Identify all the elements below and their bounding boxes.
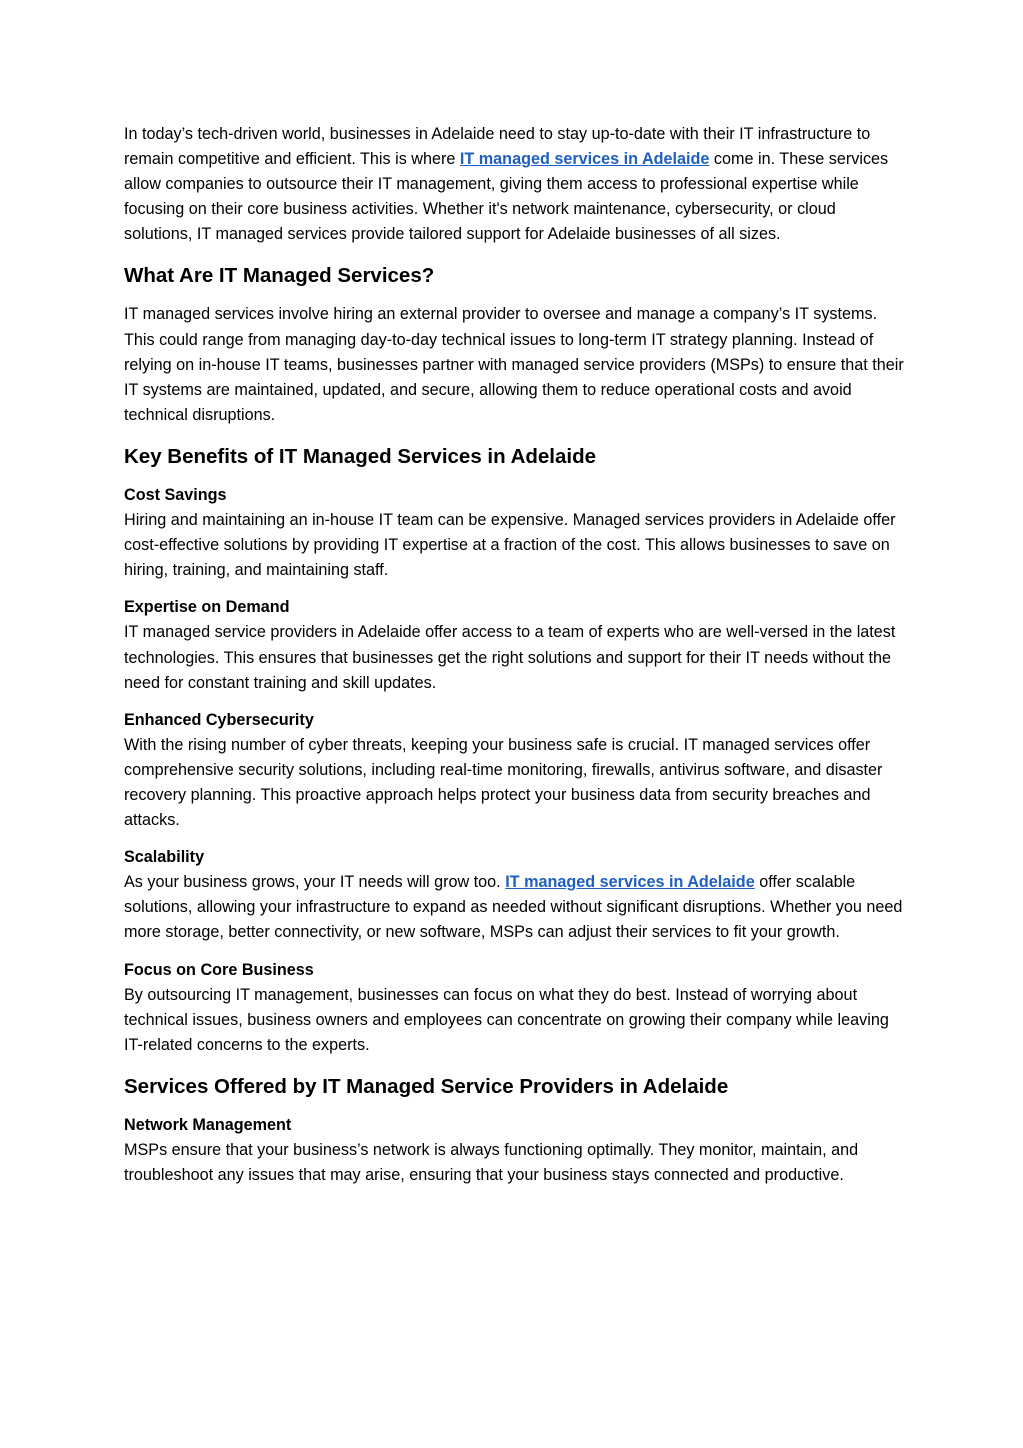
benefit-expertise-body: IT managed service providers in Adelaide offer access to a team of experts who are well-versed in the latest technologies. This ensures that businesses get the right solutions and support for their IT needs without the need for constant training and skill updates.	[124, 623, 896, 692]
benefit-security-title: Enhanced Cybersecurity	[124, 710, 314, 729]
benefit-scalability	[124, 845, 904, 945]
intro-text-end: come in. These services allow companies to outsource their IT management, giving them access to professional expertise while focusing on their core business activities. Whether it's network maintenance, cybersecurity, or cloud solutions, IT managed services provide tailored support for Adelaide businesses of all sizes.	[124, 150, 889, 244]
benefits-heading: Key Benefits of IT Managed Services in Adelaide	[124, 444, 597, 468]
benefit-cybersecurity	[124, 708, 904, 833]
intro-paragraph	[124, 122, 904, 247]
benefit-cost-savings	[124, 483, 904, 583]
benefit-scalability-title: Scalability	[124, 848, 205, 867]
benefit-expertise-title: Expertise on Demand	[124, 598, 290, 617]
benefit-focus-title: Focus on Core Business	[124, 960, 314, 979]
service-network-management	[124, 1113, 904, 1188]
services-heading: Services Offered by IT Managed Service Providers in Adelaide	[124, 1074, 729, 1098]
benefit-cost-title: Cost Savings	[124, 485, 227, 504]
what-heading: What Are IT Managed Services?	[124, 264, 435, 288]
benefit-focus-body: By outsourcing IT management, businesses can focus on what they do best. Instead of worrying about technical issues, business owners and employees can concentrate on growing their company while leaving IT-related concerns to the experts.	[124, 985, 889, 1054]
document-page	[124, 122, 904, 1200]
benefit-expertise	[124, 595, 904, 695]
benefit-scalability-text-end: offer scalable solutions, allowing your infrastructure to expand as needed without significant disruptions. Whether you need more storage, better connectivity, or new software, MSPs can adjust their services to fit your growth.	[124, 873, 903, 942]
scalability-link[interactable]: IT managed services in Adelaide	[505, 873, 755, 892]
service-network-title: Network Management	[124, 1115, 292, 1134]
intro-text-start: In today’s tech-driven world, businesses in Adelaide need to stay up-to-date with their IT infrastructure to remain competitive and efficient. This is where	[124, 125, 871, 169]
service-network-body: MSPs ensure that your business’s network is always functioning optimally. They monitor, maintain, and troubleshoot any issues that may arise, ensuring that your business stays connected and productive.	[124, 1141, 859, 1185]
benefit-focus	[124, 958, 904, 1058]
benefit-scalability-text-start: As your business grows, your IT needs will grow too.	[124, 873, 506, 892]
benefit-security-body: With the rising number of cyber threats, keeping your business safe is crucial. IT managed services offer comprehensive security solutions, including real-time monitoring, firewalls, antivirus software, and disaster recovery planning. This proactive approach helps protect your business data from security breaches and attacks.	[124, 735, 883, 830]
benefit-cost-body: Hiring and maintaining an in-house IT team can be expensive. Managed services providers in Adelaide offer cost-effective solutions by providing IT expertise at a fraction of the cost. This allows businesses to save on hiring, training, and maintaining staff.	[124, 511, 896, 580]
what-paragraph: IT managed services involve hiring an external provider to oversee and manage a company’s IT systems. This could range from managing day-to-day technical issues to long-term IT strategy planning. Instead of relying on in-house IT teams, businesses partner with managed service providers (MSPs) to ensure that their IT systems are maintained, updated, and secure, allowing them to reduce operational costs and avoid technical disruptions.	[124, 305, 904, 424]
intro-link[interactable]: IT managed services in Adelaide	[459, 150, 710, 169]
